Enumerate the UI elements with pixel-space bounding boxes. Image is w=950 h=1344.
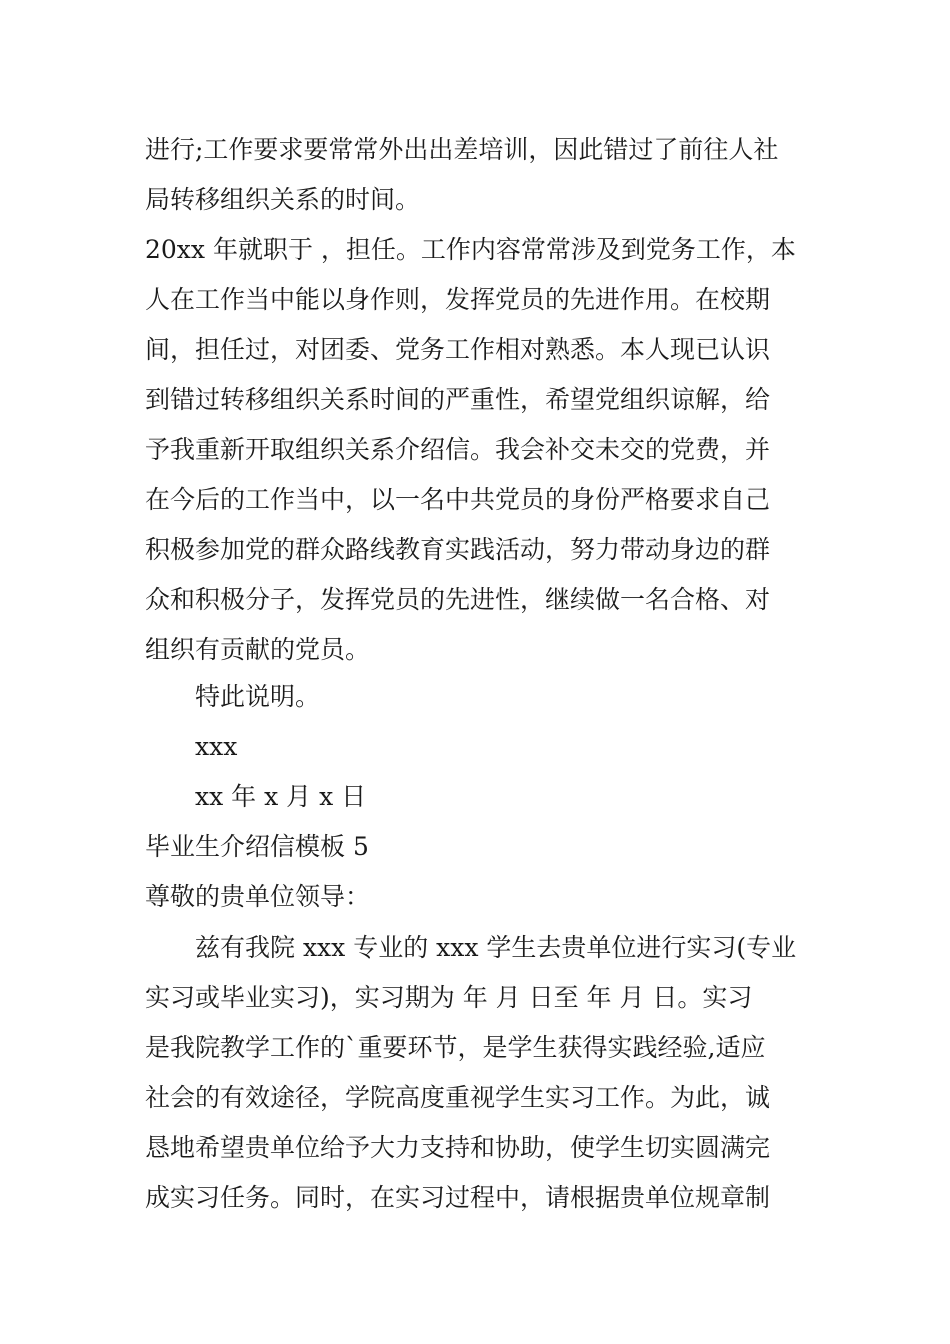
text-line: 局转移组织关系的时间。 (145, 185, 421, 214)
text-line: 成实习任务。同时，在实习过程中，请根据贵单位规章制 (145, 1183, 771, 1212)
text-line: 到错过转移组织关系时间的严重性，希望党组织谅解，给 (145, 385, 771, 414)
text-line: 兹有我院 xxx 专业的 xxx 学生去贵单位进行实习(专业 (195, 933, 797, 962)
text-line: 人在工作当中能以身作则，发挥党员的先进作用。在校期 (145, 285, 771, 314)
text-line: 组织有贡献的党员。 (145, 635, 371, 664)
text-line: 间，担任过，对团委、党务工作相对熟悉。本人现已认识 (145, 335, 771, 364)
text-line: 予我重新开取组织关系介绍信。我会补交未交的党费，并 (145, 435, 771, 464)
text-line: 是我院教学工作的`重要环节，是学生获得实践经验,适应 (145, 1033, 766, 1062)
signature-name: xxx (195, 732, 238, 761)
signature-date: xx 年 x 月 x 日 (195, 782, 367, 811)
text-line: 众和积极分子，发挥党员的先进性，继续做一名合格、对 (145, 585, 771, 614)
text-line: 恳地希望贵单位给予大力支持和协助，使学生切实圆满完 (145, 1133, 771, 1162)
text-line: 在今后的工作当中，以一名中共党员的身份严格要求自己 (145, 485, 771, 514)
text-line: 20xx 年就职于 ，担任。工作内容常常涉及到党务工作，本 (145, 235, 796, 264)
section-heading: 毕业生介绍信模板 5 (145, 832, 369, 861)
salutation: 尊敬的贵单位领导： (145, 882, 371, 911)
text-line: 社会的有效途径，学院高度重视学生实习工作。为此，诚 (145, 1083, 771, 1112)
text-line: 进行;工作要求要常常外出出差培训，因此错过了前往人社 (145, 135, 779, 164)
closing-statement: 特此说明。 (195, 682, 321, 711)
text-line: 积极参加党的群众路线教育实践活动，努力带动身边的群 (145, 535, 771, 564)
text-line: 实习或毕业实习)，实习期为 年 月 日至 年 月 日。实习 (145, 983, 753, 1012)
